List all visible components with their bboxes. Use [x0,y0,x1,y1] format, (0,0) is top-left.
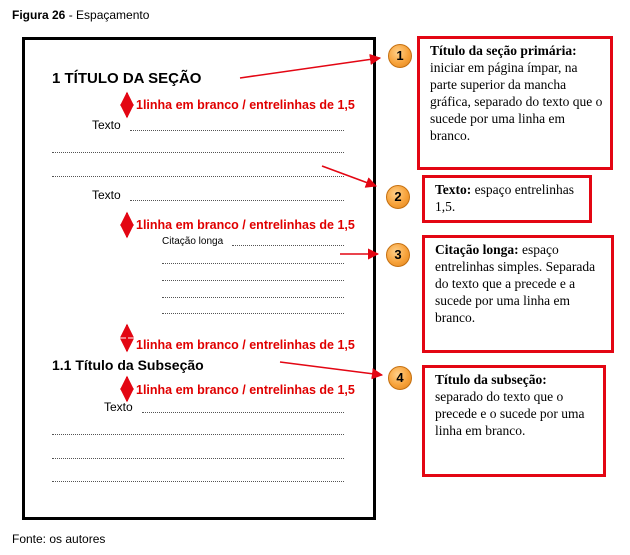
spacing-note-1: 1linha em branco / entrelinhas de 1,5 [136,98,355,112]
callout-arrow-2 [322,166,376,186]
text-label-1: Texto [92,118,121,132]
callout-2-title: Texto: [435,182,472,197]
callout-box-2 [422,175,592,223]
section-title: 1 TÍTULO DA SEÇÃO [52,70,202,87]
callout-badge-4: 4 [388,366,412,390]
callout-2-body: espaço entrelinhas 1,5. [435,182,574,214]
spacing-note-4: 1linha em branco / entrelinhas de 1,5 [136,383,355,397]
callout-box-4 [422,365,606,477]
callout-badge-2: 2 [386,185,410,209]
callout-arrow-4 [280,362,382,375]
spacing-note-3: 1linha em branco / entrelinhas de 1,5 [136,338,355,352]
callout-badge-1: 1 [388,44,412,68]
callout-4-body: separado do texto que o precede e o sucede por uma linha em branco. [435,389,585,438]
callout-badge-3: 3 [386,243,410,267]
callout-1-body: iniciar em página ímpar, na parte superior da mancha gráfica, separado do texto que o sucede por uma linha em branco. [430,60,603,143]
spacing-note-2: 1linha em branco / entrelinhas de 1,5 [136,218,355,232]
callout-3-title: Citação longa: [435,242,519,257]
figure-source: Fonte: os autores [12,532,106,546]
subsection-title: 1.1 Título da Subseção [52,357,204,373]
callout-arrow-1 [240,58,380,78]
callout-4-title: Título da subseção: [435,372,547,387]
callout-box-1 [417,36,613,170]
text-label-2: Texto [92,188,121,202]
text-label-3: Texto [104,400,133,414]
figure-title: Espaçamento [76,8,150,22]
callout-box-3 [422,235,614,353]
callout-1-title: Título da seção primária: [430,43,577,58]
figure-caption-separator: - [65,8,77,22]
long-quote-label: Citação longa [162,236,224,247]
figure-label: Figura 26 [12,8,66,22]
callout-3-body: espaço entrelinhas simples. Separada do texto que a precede e a sucede por uma linha em branco. [435,242,596,325]
